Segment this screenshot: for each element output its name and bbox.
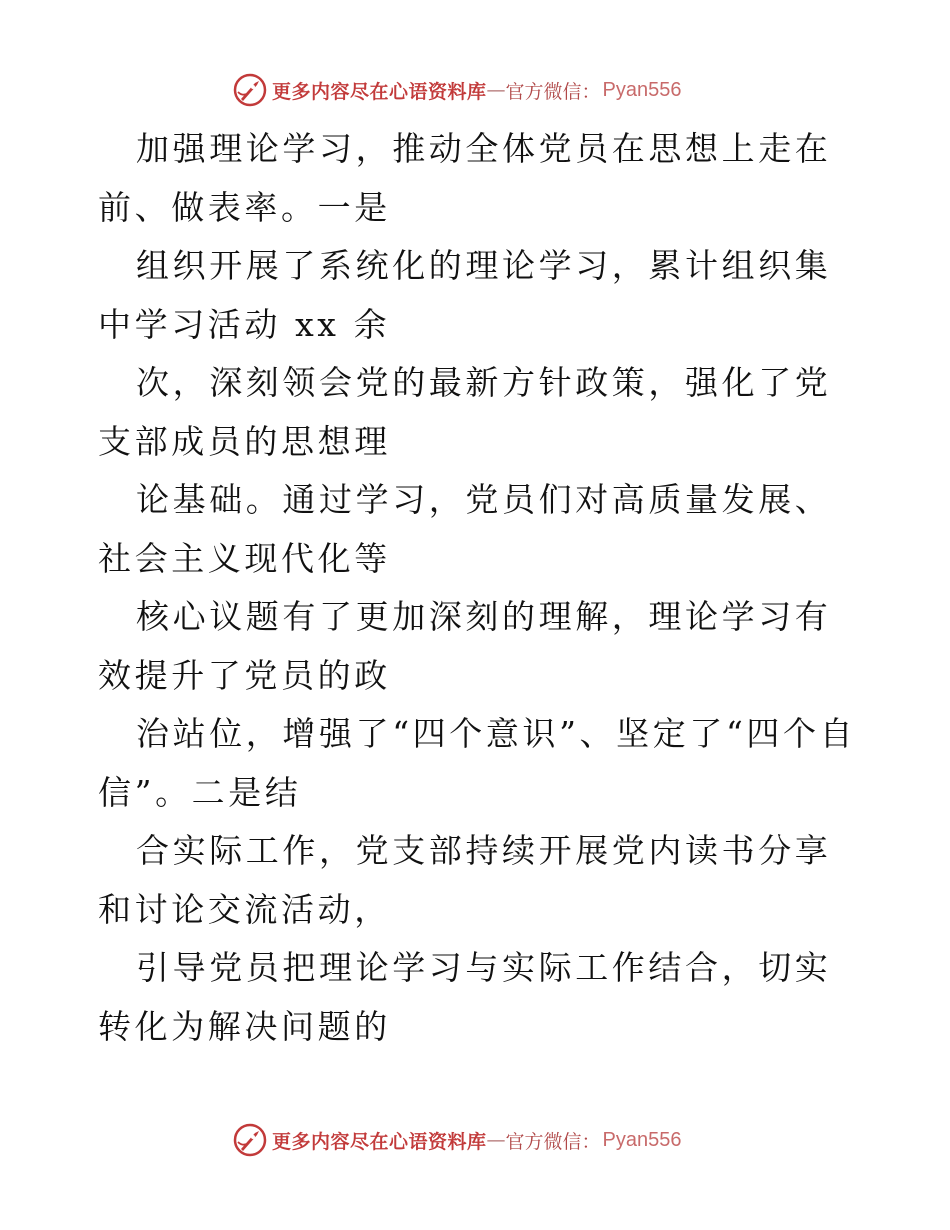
paragraph: 组织开展了系统化的理论学习，累计组织集中学习活动 xx 余 (98, 246, 832, 344)
footer-wechat-label: 官方微信： (505, 1130, 601, 1153)
header-wechat-id: Pyan556 (602, 78, 682, 101)
header-banner-text: 更多内容尽在心语资料库 (272, 80, 487, 103)
pen-nib-logo-icon (232, 72, 268, 108)
header-banner-dash: — (486, 79, 506, 101)
footer-banner (232, 1120, 682, 1160)
paragraph: 合实际工作，党支部持续开展党内读书分享和讨论交流活动， (98, 831, 832, 929)
paragraph: 治站位，增强了“四个意识”、坚定了“四个自信”。二是结 (98, 714, 857, 812)
header-banner (232, 70, 682, 110)
paragraph: 次，深刻领会党的最新方针政策，强化了党支部成员的思想理 (98, 363, 832, 461)
paragraph: 加强理论学习，推动全体党员在思想上走在前、做表率。一是 (98, 129, 832, 227)
document-body (98, 120, 858, 1056)
paragraph: 论基础。通过学习，党员们对高质量发展、社会主义现代化等 (98, 480, 832, 578)
paragraph: 引导党员把理论学习与实际工作结合，切实转化为解决问题的 (98, 948, 832, 1046)
footer-banner-text: 更多内容尽在心语资料库 (272, 1130, 487, 1153)
footer-wechat-id: Pyan556 (602, 1128, 682, 1151)
pen-nib-logo-icon (232, 1122, 268, 1158)
paragraph: 核心议题有了更加深刻的理解，理论学习有效提升了党员的政 (98, 597, 832, 695)
footer-banner-dash: — (486, 1129, 506, 1151)
header-wechat-label: 官方微信： (505, 80, 601, 103)
